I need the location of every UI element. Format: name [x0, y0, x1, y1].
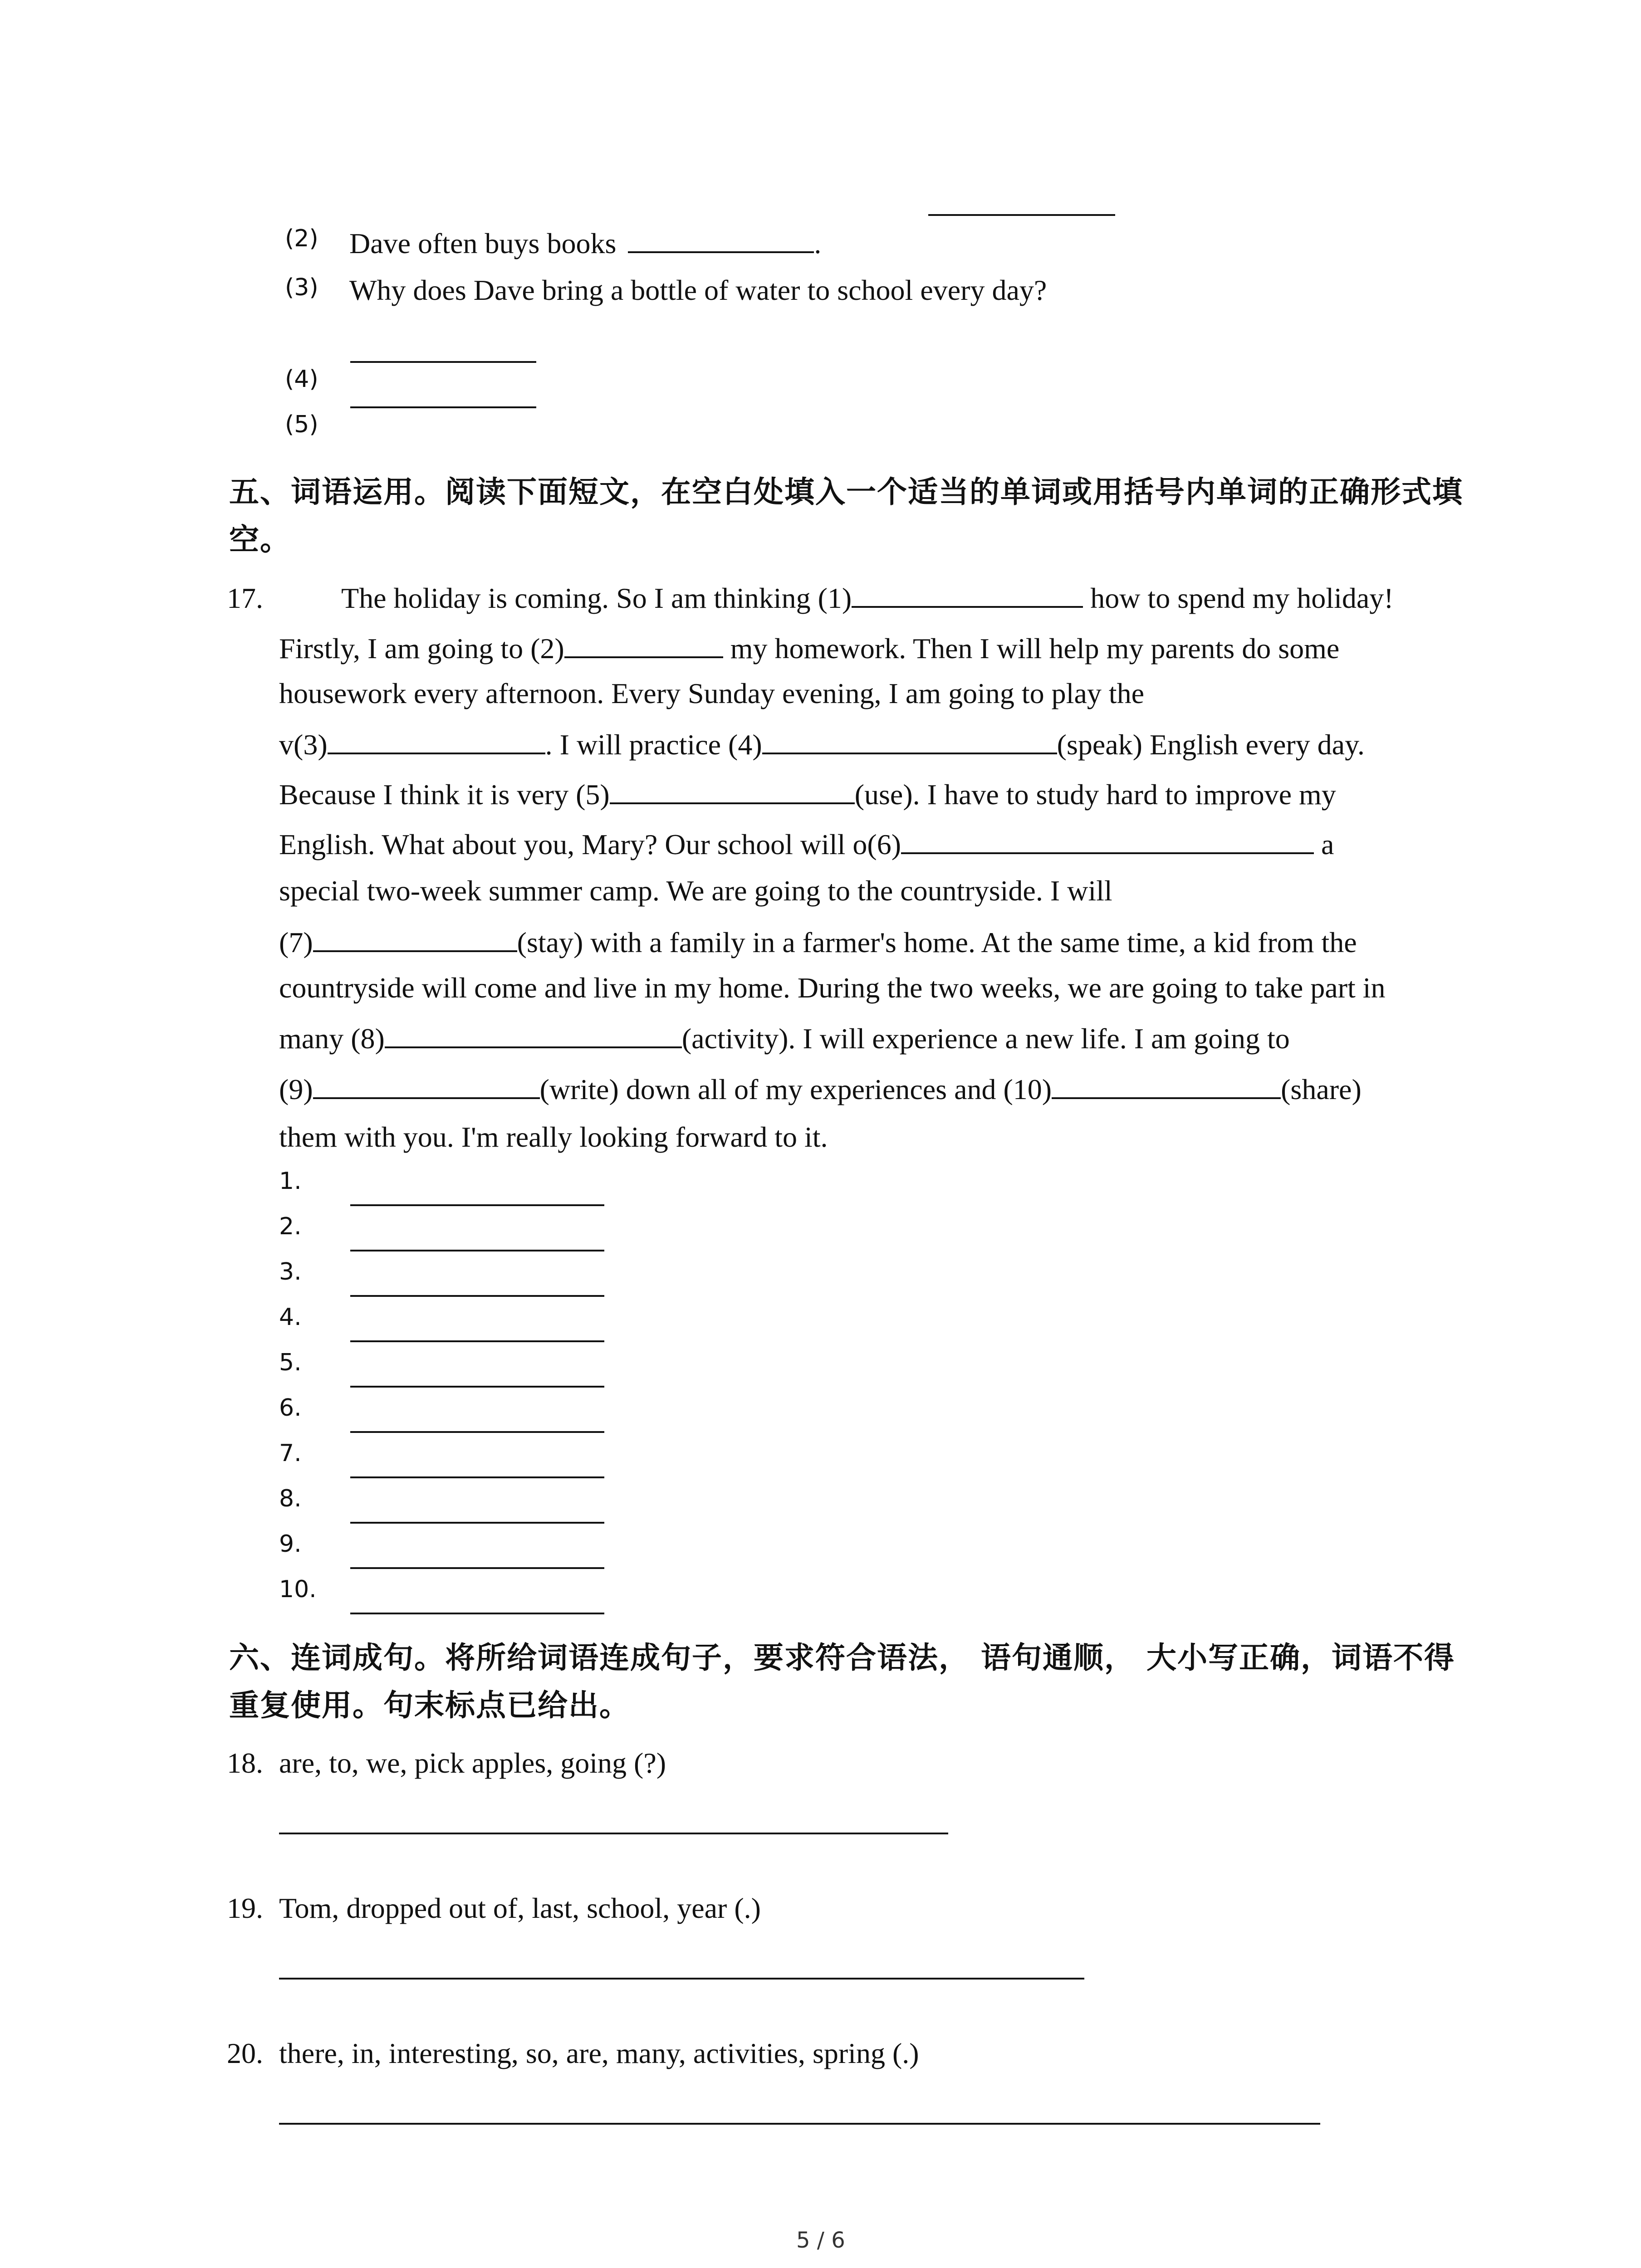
answer-line[interactable] [350, 1476, 604, 1478]
answer-line[interactable] [350, 1567, 604, 1569]
passage-line: many (8) (activity). I will experience a new life. I am going to [279, 1022, 1290, 1055]
question-text: there, in, interesting, so, are, many, activities, spring (.) [279, 2037, 919, 2069]
passage-line: (9) (write) down all of my experiences and (10) (share) [279, 1073, 1362, 1105]
question-number: 17. [227, 582, 263, 614]
answer-line[interactable] [350, 1431, 604, 1433]
blank-1[interactable] [852, 604, 1083, 608]
section-heading-cont: 重复使用。句末标点已给出。 [229, 1688, 630, 1723]
answer-line[interactable] [350, 1522, 604, 1524]
question-text: are, to, we, pick apples, going (?) [279, 1747, 666, 1779]
answer-label: 8. [279, 1485, 302, 1512]
blank-10[interactable] [1052, 1095, 1281, 1099]
answer-line[interactable] [350, 1613, 604, 1614]
passage-line: Because I think it is very (5) (use). I have to study hard to improve my [279, 778, 1336, 811]
answer-line[interactable] [350, 1340, 604, 1342]
answer-label: 10. [279, 1576, 317, 1603]
answer-line[interactable] [279, 1978, 1084, 1980]
answer-line[interactable] [279, 2123, 1320, 2125]
answer-line[interactable] [350, 1386, 604, 1388]
item-number: (3) [285, 274, 318, 301]
answer-blank[interactable] [628, 249, 814, 253]
passage-line: English. What about you, Mary? Our school will o(6) a [279, 828, 1334, 860]
answer-line[interactable] [279, 1833, 948, 1834]
passage-line: v(3) . I will practice (4) (speak) English every day. [279, 728, 1365, 761]
answer-line-q16-4[interactable] [350, 406, 536, 408]
passage-line: Firstly, I am going to (2) my homework. Then I will help my parents do some [279, 632, 1340, 665]
item-text: Why does Dave bring a bottle of water to school every day? [349, 274, 1047, 306]
answer-label: 2. [279, 1213, 302, 1240]
passage-line: countryside will come and live in my home. During the two weeks, we are going to take part in [279, 972, 1386, 1004]
item-number: (4) [285, 366, 318, 393]
passage-line: them with you. I'm really looking forward to it. [279, 1121, 828, 1153]
answer-label: 5. [279, 1349, 302, 1376]
blank-2[interactable] [564, 655, 723, 658]
page-number: 5 / 6 [796, 2228, 845, 2253]
answer-label: 4. [279, 1304, 302, 1331]
answer-line[interactable] [350, 1204, 604, 1206]
question-number: 18. [227, 1747, 263, 1779]
passage-line: special two-week summer camp. We are going to the countryside. I will [279, 875, 1112, 907]
blank-6[interactable] [901, 850, 1314, 854]
item-number: (2) [285, 225, 318, 252]
question-number: 20. [227, 2037, 263, 2069]
blank-9[interactable] [313, 1095, 540, 1099]
answer-line-q16-3[interactable] [350, 361, 536, 363]
item-text: Dave often buys books [349, 227, 617, 259]
section-heading: 六、连词成句。将所给词语连成句子，要求符合语法， 语句通顺， 大小写正确，词语不得 [229, 1640, 1455, 1675]
answer-label: 9. [279, 1530, 302, 1558]
passage-line: (7) (stay) with a family in a farmer's home. At the same time, a kid from the [279, 926, 1357, 958]
passage-line: housework every afternoon. Every Sunday evening, I am going to play the [279, 677, 1145, 709]
blank-4[interactable] [762, 751, 1057, 754]
answer-line-q16-1[interactable] [928, 214, 1115, 216]
section-heading-cont: 空。 [229, 522, 291, 557]
answer-label: 6. [279, 1394, 302, 1422]
blank-8[interactable] [385, 1045, 682, 1048]
blank-3[interactable] [328, 751, 545, 754]
blank-7[interactable] [313, 948, 517, 952]
q16-item-2: Dave often buys books . [349, 227, 822, 259]
blank-5[interactable] [610, 801, 855, 804]
answer-line[interactable] [350, 1250, 604, 1251]
section-heading: 五、词语运用。阅读下面短文，在空白处填入一个适当的单词或用括号内单词的正确形式填 [229, 474, 1463, 509]
answer-label: 1. [279, 1168, 302, 1195]
question-text: Tom, dropped out of, last, school, year (.) [279, 1892, 761, 1924]
answer-line[interactable] [350, 1295, 604, 1297]
answer-label: 3. [279, 1258, 302, 1286]
item-number: (5) [285, 411, 318, 438]
passage-line: The holiday is coming. So I am thinking (1) how to spend my holiday! [341, 582, 1394, 614]
question-number: 19. [227, 1892, 263, 1924]
answer-label: 7. [279, 1440, 302, 1467]
